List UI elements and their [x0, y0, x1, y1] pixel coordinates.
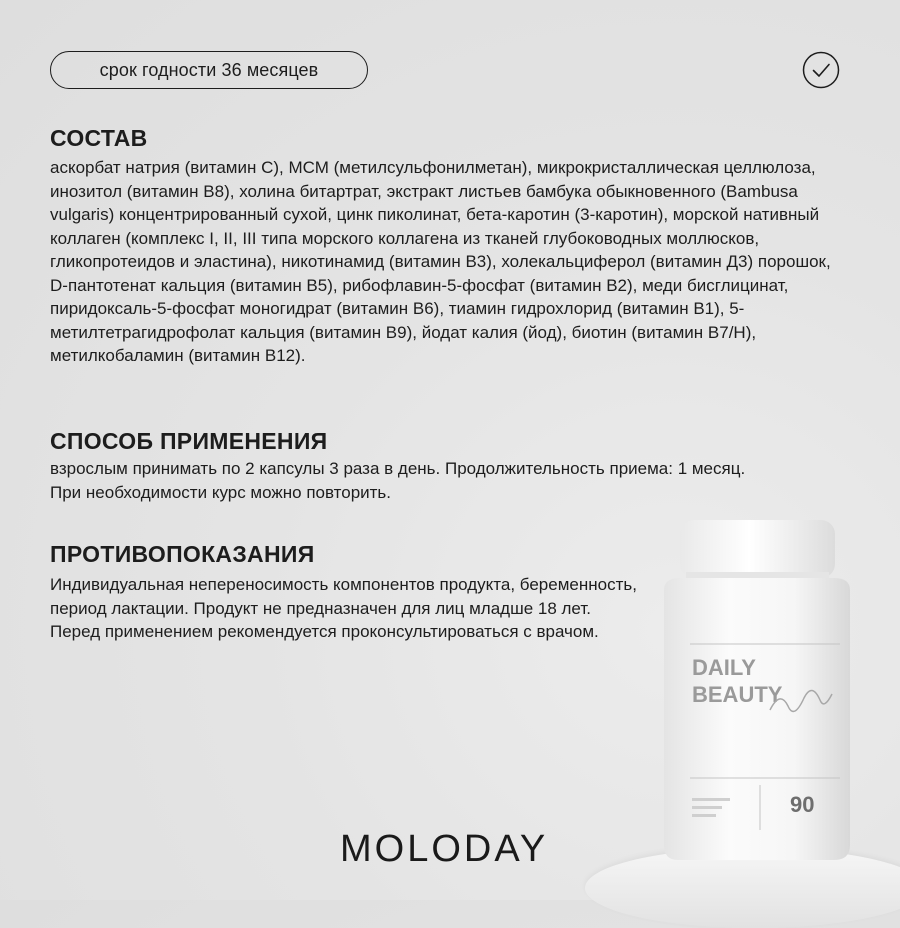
- usage-text: взрослым принимать по 2 капсулы 3 раза в день. Продолжительность приема: 1 месяц. При необходимости курс можно повторить.: [50, 459, 746, 502]
- composition-text: аскорбат натрия (витамин С), МСМ (метилсульфонилметан), микрокристаллическая целлюлоза, инозитол (витамин В8), холина битартрат, экстракт листьев бамбука обыкновенного (Bambusa vulgaris) концентрированный сухой, цинк пиколинат, бета-каротин (3-каротин), морской нативный коллаген (комплекс I, II, III типа морского коллагена из тканей глубоководных моллюсков, гликопротеидов и эластина), никотинамид (витамин В3), холекальциферол (витамин Д3) порошок, D-пантотенат кальция (витамин В5), рибофлавин-5-фосфат (витамин В2), меди бисглицинат, пиридоксаль-5-фосфат моногидрат (витамин В6), тиамин гидрохлорид (витамин В1), 5-метилтетрагидрофолат кальция (витамин В9), йодат калия (йод), биотин (витамин В7/Н), метилкобаламин (витамин В12).: [50, 158, 831, 365]
- check-circle-icon: [802, 51, 840, 89]
- supplement-bottle-image: [650, 520, 862, 860]
- contraindications-text: Индивидуальная непереносимость компонентов продукта, беременность, период лактации. Продукт не предназначен для лиц младше 18 лет. Перед применением рекомендуется проконсультироваться с врачом.: [50, 575, 637, 641]
- shelf-life-text: срок годности 36 месяцев: [99, 59, 319, 80]
- composition-title: СОСТАВ: [50, 125, 148, 151]
- contraindications-title: ПРОТИВОПОКАЗАНИЯ: [50, 541, 315, 567]
- shelf-life-badge: [50, 51, 368, 89]
- brand-logo: [340, 828, 570, 870]
- product-pedestal: [585, 848, 900, 928]
- bottle-name-line1: DAILY: [692, 655, 756, 680]
- brand-logo-text: MOLODAY: [340, 827, 549, 870]
- bottle-name-line2: BEAUTY: [692, 682, 783, 707]
- usage-title: СПОСОБ ПРИМЕНЕНИЯ: [50, 428, 328, 454]
- bottle-capsule-count: 90: [790, 792, 815, 817]
